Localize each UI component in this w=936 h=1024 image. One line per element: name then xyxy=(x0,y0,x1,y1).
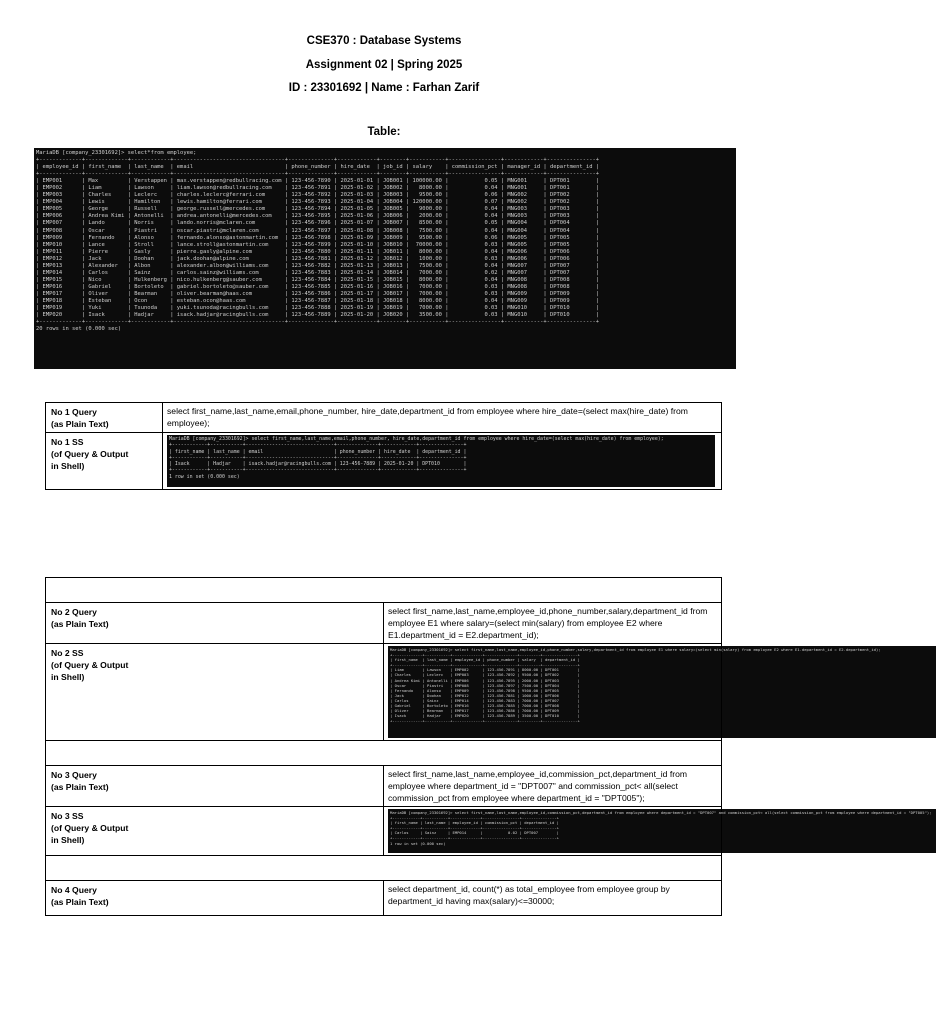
ss-1-row xyxy=(46,433,722,490)
query-1-text: select first_name,last_name,email,phone_number, hire_date,department_id from employee where hire_date=(select max(hire_date) from employee); xyxy=(163,403,722,433)
blank-row-2 xyxy=(46,741,722,766)
query-3-row xyxy=(46,766,722,807)
blank-row-1 xyxy=(46,578,722,603)
query-4-label: No 4 Query (as Plain Text) xyxy=(46,881,384,916)
employee-table-terminal xyxy=(34,148,736,369)
query-2-4-table xyxy=(45,577,932,916)
query-2-row xyxy=(46,603,722,644)
blank-row-3 xyxy=(46,856,722,881)
query-4-row xyxy=(46,881,722,916)
ss-3-cell xyxy=(384,807,932,856)
ss-3-row xyxy=(46,807,722,856)
ss-1-cell xyxy=(163,433,722,490)
query-1-label: No 1 Query (as Plain Text) xyxy=(46,403,163,433)
ss-1-terminal xyxy=(167,435,715,487)
ss-3-output: MariaDB [company_23301692]> select first_name,last_name,employee_id,commission_pct,department_id from employee where department_id = "DPT007" and commission_pct< all(select commission_pct from employee where department_id = "DPT005"); +------------+-----------+-------------+----------------+---------------+ | first_name | last_name | employee_id | commission_pct | department_id | +------------+-----------+-------------+----------------+---------------+ | Carlos | Sainz | EMP014 | 0.02 | DPT007 | +------------+-----------+-------------+----------------+---------------+ 1 row in set (0.000 sec) xyxy=(390,810,932,846)
query-1-table xyxy=(45,402,722,490)
table-heading: Table: xyxy=(367,126,401,138)
query-3-text: select first_name,last_name,employee_id,commission_pct,department_id from employee where department_id = "DPT007" and commission_pct< all(select commission_pct from employee where department_id = "DPT005"); xyxy=(384,766,722,807)
assignment-title: Assignment 02 | Spring 2025 xyxy=(305,59,463,71)
query-3-label: No 3 Query (as Plain Text) xyxy=(46,766,384,807)
ss-2-cell xyxy=(384,644,881,741)
course-title: CSE370 : Database Systems xyxy=(306,35,462,47)
ss-2-label: No 2 SS (of Query & Output in Shell) xyxy=(46,644,384,741)
ss-2-terminal xyxy=(388,646,936,738)
student-info: ID : 23301692 | Name : Farhan Zarif xyxy=(288,82,480,94)
ss-2-row xyxy=(46,644,722,741)
query-2-text: select first_name,last_name,employee_id,phone_number,salary,department_id from employee E1 where salary=(select min(salary) from employee E2 where E1.department_id = E2.department_id); xyxy=(384,603,722,644)
ss-1-label: No 1 SS (of Query & Output in Shell) xyxy=(46,433,163,490)
query-1-row xyxy=(46,403,722,433)
ss-3-terminal xyxy=(388,809,936,853)
query-2-label: No 2 Query (as Plain Text) xyxy=(46,603,384,644)
ss-2-output: MariaDB [company_23301692]> select first_name,last_name,employee_id,phone_number,salary,department_id from employee E1 where salary=(select min(salary) from employee E2 where E1.department_id = E2.department_id); +-------------+-----------+-------------+--------------+---------+---------------+ | first_name | last_name | employee_id | phone_number | salary | department_id | +-------------+-----------+-------------+--------------+---------+---------------+ | Liam | Lawson | EMP002 | 123-456-7891 | 8000.00 | DPT001 | | Charles | Leclerc | EMP003 | 123-456-7892 | 9500.00 | DPT002 | | Andrea Kimi | Antonelli | EMP006 | 123-456-7895 | 2000.00 | DPT003 | | Oscar | Piastri | EMP008 | 123-456-7897 | 7500.00 | DPT004 | | Fernando | Alonso | EMP009 | 123-456-7898 | 9500.00 | DPT005 | | Jack | Doohan | EMP012 | 123-456-7881 | 1000.00 | DPT006 | | Carlos | Sainz | EMP014 | 123-456-7883 | 7000.00 | DPT007 | | Gabriel | Bortoleto | EMP016 | 123-456-7885 | 7000.00 | DPT008 | | Oliver | Bearman | EMP017 | 123-456-7886 | 7000.00 | DPT009 | | Isack | Hadjar | EMP020 | 123-456-7889 | 3500.00 | DPT010 | +-------------+-----------+-------------+--------------+---------+---------------+ xyxy=(390,647,881,724)
ss-1-output: MariaDB [company_23301692]> select first_name,last_name,email,phone_number, hire_date,department_id from employee where hire_date=(select max(hire_date) from employee); +------------+-----------+------------------------------+--------------+------------+---------------+ | first_name | last_name | email | phone_number | hire_date | department_id | +------------+-----------+------------------------------+--------------+------------+---------------+ | Isack | Hadjar | isack.hadjar@racingbulls.com | 123-456-7889 | 2025-01-20 | DPT010 | +------------+-----------+------------------------------+--------------+------------+---------------+ 1 row in set (0.000 sec) xyxy=(169,436,664,480)
query-4-text: select department_id, count(*) as total_employee from employee group by department_id having max(salary)<=30000; xyxy=(384,881,722,916)
ss-3-label: No 3 SS (of Query & Output in Shell) xyxy=(46,807,384,856)
employee-table-output: MariaDB [company_23301692]> select*from employee; +-------------+-------------+------------+----------------------------------+--------------+------------+--------+-----------+----------------+------------+---------------+ | employee_id | first_name | last_name | email | phone_number | hire_date | job_id | salary | commission_pct | manager_id | department_id | +-------------+-------------+------------+----------------------------------+--------------+------------+--------+-----------+----------------+------------+---------------+ | EMP001 | Max | Verstappen | max.verstappen@redbullracing.com | 123-456-7890 | 2025-01-01 | JOB001 | 100000.00 | 0.05 | MNG001 | DPT001 | | EMP002 | Liam | Lawson | liam.lawson@redbullracing.com | 123-456-7891 | 2025-01-02 | JOB002 | 8000.00 | 0.04 | MNG001 | DPT001 | | EMP003 | Charles | Leclerc | charles.leclerc@ferrari.com | 123-456-7892 | 2025-01-03 | JOB003 | 9500.00 | 0.06 | MNG002 | DPT002 | | EMP004 | Lewis | Hamilton | lewis.hamilton@ferrari.com | 123-456-7893 | 2025-01-04 | JOB004 | 120000.00 | 0.07 | MNG002 | DPT002 | | EMP005 | George | Russell | george.russell@mercedes.com | 123-456-7894 | 2025-01-05 | JOB005 | 9000.00 | 0.04 | MNG003 | DPT003 | | EMP006 | Andrea Kimi | Antonelli | andrea.antonelli@mercedes.com | 123-456-7895 | 2025-01-06 | JOB006 | 2000.00 | 0.04 | MNG003 | DPT003 | | EMP007 | Lando | Norris | lando.norris@mclaren.com | 123-456-7896 | 2025-01-07 | JOB007 | 8500.00 | 0.05 | MNG004 | DPT004 | | EMP008 | Oscar | Piastri | oscar.piastri@mclaren.com | 123-456-7897 | 2025-01-08 | JOB008 | 7500.00 | 0.04 | MNG004 | DPT004 | | EMP009 | Fernando | Alonso | fernando.alonso@astonmartin.com | 123-456-7898 | 2025-01-09 | JOB009 | 9500.00 | 0.06 | MNG005 | DPT005 | | EMP010 | Lance | Stroll | lance.stroll@astonmartin.com | 123-456-7899 | 2025-01-10 | JOB010 | 70000.00 | 0.03 | MNG005 | DPT005 | | EMP011 | Pierre | Gasly | pierre.gasly@alpine.com | 123-456-7880 | 2025-01-11 | JOB011 | 8000.00 | 0.04 | MNG006 | DPT006 | | EMP012 | Jack | Doohan | jack.doohan@alpine.com | 123-456-7881 | 2025-01-12 | JOB012 | 1000.00 | 0.03 | MNG006 | DPT006 | | EMP013 | Alexander | Albon | alexander.albon@williams.com | 123-456-7882 | 2025-01-13 | JOB013 | 7500.00 | 0.04 | MNG007 | DPT007 | | EMP014 | Carlos | Sainz | carlos.sainz@williams.com | 123-456-7883 | 2025-01-14 | JOB014 | 7000.00 | 0.02 | MNG007 | DPT007 | | EMP015 | Nico | Hulkenberg | nico.hulkenberg@sauber.com | 123-456-7884 | 2025-01-15 | JOB015 | 8000.00 | 0.04 | MNG008 | DPT008 | | EMP016 | Gabriel | Bortoleto | gabriel.bortoleto@sauber.com | 123-456-7885 | 2025-01-16 | JOB016 | 7000.00 | 0.03 | MNG008 | DPT008 | | EMP017 | Oliver | Bearman | oliver.bearman@haas.com | 123-456-7886 | 2025-01-17 | JOB017 | 7000.00 | 0.03 | MNG009 | DPT009 | | EMP018 | Esteban | Ocon | esteban.ocon@haas.com | 123-456-7887 | 2025-01-18 | JOB018 | 8000.00 | 0.04 | MNG009 | DPT009 | | EMP019 | Yuki | Tsunoda | yuki.tsunoda@racingbulls.com | 123-456-7888 | 2025-01-19 | JOB019 | 7000.00 | 0.03 | MNG010 | DPT010 | | EMP020 | Isack | Hadjar | isack.hadjar@racingbulls.com | 123-456-7889 | 2025-01-20 | JOB020 | 3500.00 | 0.03 | MNG010 | DPT010 | +-------------+-------------+------------+----------------------------------+--------------+------------+--------+-----------+----------------+------------+---------------+ 20 rows in set (0.000 sec) xyxy=(36,150,600,333)
